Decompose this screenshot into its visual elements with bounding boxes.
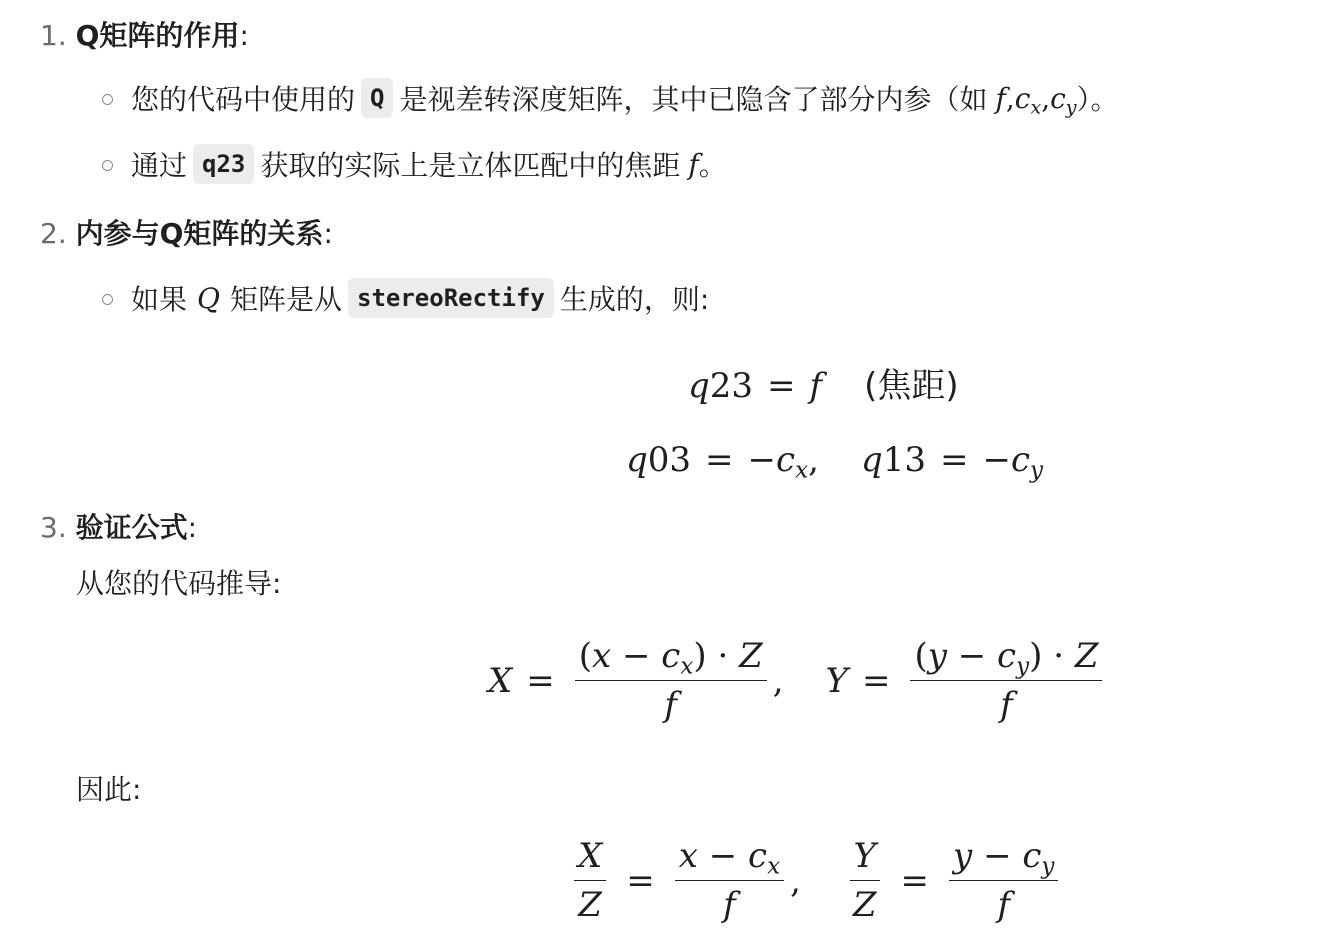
sub-bullet-1-1 — [102, 78, 1119, 118]
fraction: $\frac{x - c_x}{f}$ — [675, 836, 784, 925]
inline-math: Q — [197, 281, 220, 315]
section-title: Q矩阵的作用 — [75, 19, 240, 52]
list-item-1 — [40, 14, 249, 54]
equation-xy: X = $\frac{(x - c_x) \cdot Z}{f}$ , Y = $\frac{(y - c_y) \cdot Z}{f}$ — [488, 636, 1108, 725]
fraction: $\frac{Y}{Z}$ — [849, 836, 881, 925]
inline-code: q23 — [193, 144, 254, 184]
bullet-text: 。 — [698, 149, 727, 182]
fraction: $\frac{X}{Z}$ — [574, 836, 606, 925]
title-colon: : — [187, 511, 198, 544]
list-number: 2. — [40, 217, 67, 250]
bullet-text: 您的代码中使用的 — [131, 83, 356, 116]
inline-code: stereoRectify — [348, 278, 554, 318]
bullet-text: 如果 — [131, 283, 188, 316]
paragraph-derive: 从您的代码推导: — [76, 567, 282, 600]
equation-note: (焦距) — [864, 366, 959, 406]
fraction: $\frac{(x - c_x) \cdot Z}{f}$ — [575, 636, 767, 725]
equation-q03-q13: $q03 = -c_x$, $q13 = -c_y$ — [626, 440, 1044, 484]
sub-bullet-2-1 — [102, 278, 709, 318]
inline-math: $f,c_x,c_y$ — [995, 81, 1077, 118]
paragraph-therefore: 因此: — [76, 773, 142, 806]
bullet-text: 是视差转深度矩阵，其中已隐含了部分内参（如 — [399, 83, 988, 116]
inline-math: f — [688, 147, 699, 181]
bullet-text: 获取的实际上是立体匹配中的焦距 — [260, 149, 681, 182]
inline-code: Q — [361, 78, 393, 118]
bullet-icon — [102, 94, 113, 105]
equation-q23: q23 = f (焦距) — [688, 366, 959, 406]
list-item-3 — [40, 506, 197, 546]
bullet-icon — [102, 294, 113, 305]
fraction: $\frac{(y - c_y) \cdot Z}{f}$ — [910, 636, 1102, 725]
section-title: 验证公式 — [75, 511, 188, 544]
title-colon: : — [323, 217, 333, 250]
bullet-icon — [102, 160, 113, 171]
equation-ratio: $\frac{X}{Z}$ = $\frac{x - c_x}{f}$ , $\frac{Y}{Z}$ = $\frac{y - c_y}{f}$ — [568, 836, 1064, 925]
bullet-text: ）。 — [1076, 83, 1119, 116]
list-number: 1. — [40, 19, 67, 52]
fraction: $\frac{y - c_y}{f}$ — [949, 836, 1058, 925]
sub-bullet-1-2 — [102, 144, 727, 184]
bullet-text: 生成的，则: — [559, 283, 710, 316]
bullet-text: 通过 — [131, 149, 188, 182]
section-title: 内参与Q矩阵的关系 — [75, 217, 324, 250]
title-colon: : — [239, 19, 249, 52]
list-number: 3. — [40, 511, 67, 544]
list-item-2 — [40, 212, 333, 252]
bullet-text: 矩阵是从 — [229, 283, 342, 316]
